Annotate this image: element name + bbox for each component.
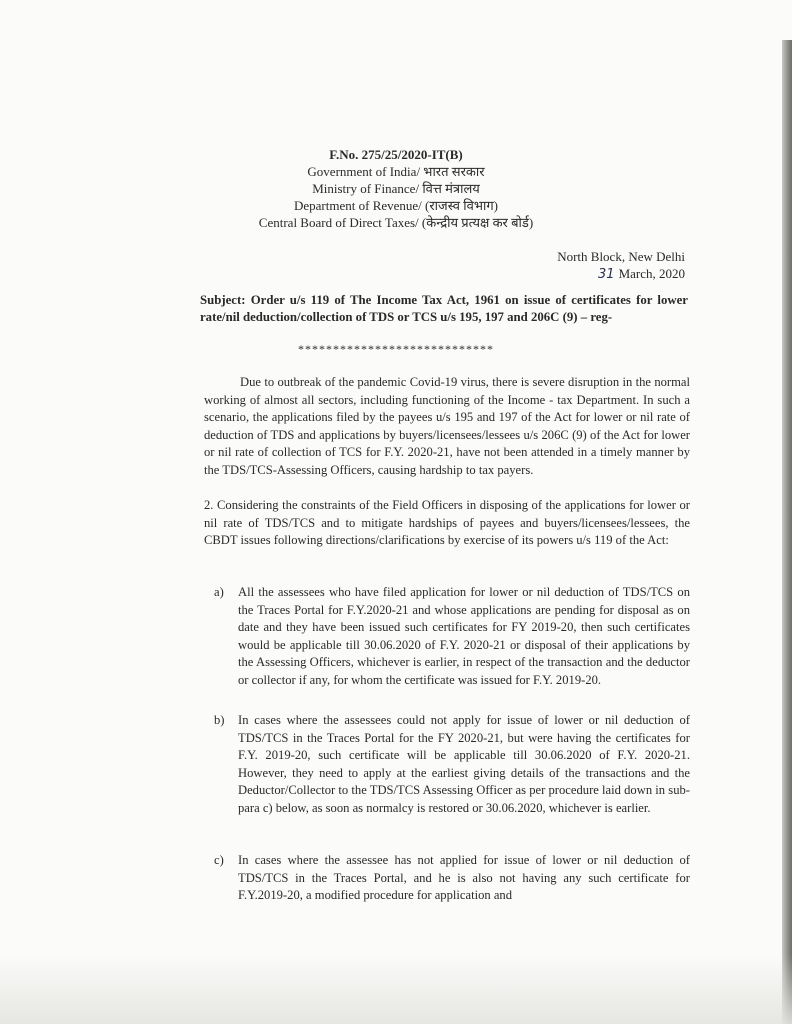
- list-item: [214, 712, 690, 817]
- list-item: [214, 852, 690, 905]
- separator: ****************************: [298, 342, 494, 356]
- date-line: [598, 265, 685, 283]
- paragraph-2: 2. Considering the constraints of the Field Officers in disposing of the applications for lower or nil rate of TDS/TCS and to mitigate hardships of payees and buyers/licensees/lessees, the CBDT issues following directions/clarifications by exercise of its powers u/s 119 of the Act:: [204, 498, 690, 547]
- item-marker: a): [214, 585, 224, 599]
- item-text: In cases where the assessee has not applied for issue of lower or nil deduction of TDS/TCS in the Traces Portal, and he is also not having any such certificate for F.Y.2019-20, a modified procedure for application and: [238, 853, 690, 902]
- department-line: Department of Revenue/ (राजस्व विभाग): [294, 198, 498, 213]
- file-number: F.No. 275/25/2020-IT(B): [329, 147, 463, 162]
- ministry-line: Ministry of Finance/ वित्त मंत्रालय: [312, 181, 480, 196]
- scan-shadow: [0, 954, 792, 1024]
- item-marker: c): [214, 853, 224, 867]
- item-text: All the assessees who have filed application for lower or nil deduction of TDS/TCS on the Traces Portal for F.Y.2020-21 and whose applications are pending for disposal as on date and they have been issued such certificates for FY 2019-20, then such certificates would be applicable till 30.06.2020 of F.Y. 2020-21 or disposal of their applications by the Assessing Officers, whichever is earlier, in respect of the transaction and the deductor or collector if any, for whom the certificate was issued for F.Y. 2019-20.: [238, 585, 690, 687]
- board-line: Central Board of Direct Taxes/ (केन्द्रीय प्रत्यक्ष कर बोर्ड): [258, 215, 534, 230]
- handwritten-day: 31: [598, 267, 615, 282]
- month-year: March, 2020: [618, 266, 685, 281]
- item-text: In cases where the assessees could not apply for issue of lower or nil deduction of TDS/TCS in the Traces Portal for the FY 2020-21, but were having the certificates for F.Y. 2019-20, such certificate will be applicable till 30.06.2020 of F.Y. 2020-21. However, they need to apply at the earliest giving details of the transactions and the Deductor/Collector to the TDS/TCS Assessing Officer as per procedure laid down in sub-para c) below, as soon as normalcy is restored or 30.06.2020, whichever is earlier.: [238, 713, 690, 815]
- list-item: [214, 584, 690, 689]
- subject-line: Subject: Order u/s 119 of The Income Tax Act, 1961 on issue of certificates for lower rate/nil deduction/collection of TDS or TCS u/s 195, 197 and 206C (9) – reg-: [200, 293, 688, 324]
- place-and-date: [505, 248, 685, 283]
- item-marker: b): [214, 713, 225, 727]
- letterhead: [0, 146, 792, 231]
- location: North Block, New Delhi: [557, 249, 685, 264]
- government-line: Government of India/ भारत सरकार: [307, 164, 485, 179]
- paragraph-1: Due to outbreak of the pandemic Covid-19 virus, there is severe disruption in the normal working of almost all sectors, including functioning of the Income - tax Department. In such a scenario, the applications filed by the payees u/s 195 and 197 of the Act for lower or nil rate of deduction of TDS and applications by buyers/licensees/lessees u/s 206C (9) of the Act for lower or nil rate of collection of TCS for F.Y. 2020-21, have not been attended in a timely manner by the TDS/TCS-Assessing Officers, causing hardship to tax payers.: [204, 375, 690, 477]
